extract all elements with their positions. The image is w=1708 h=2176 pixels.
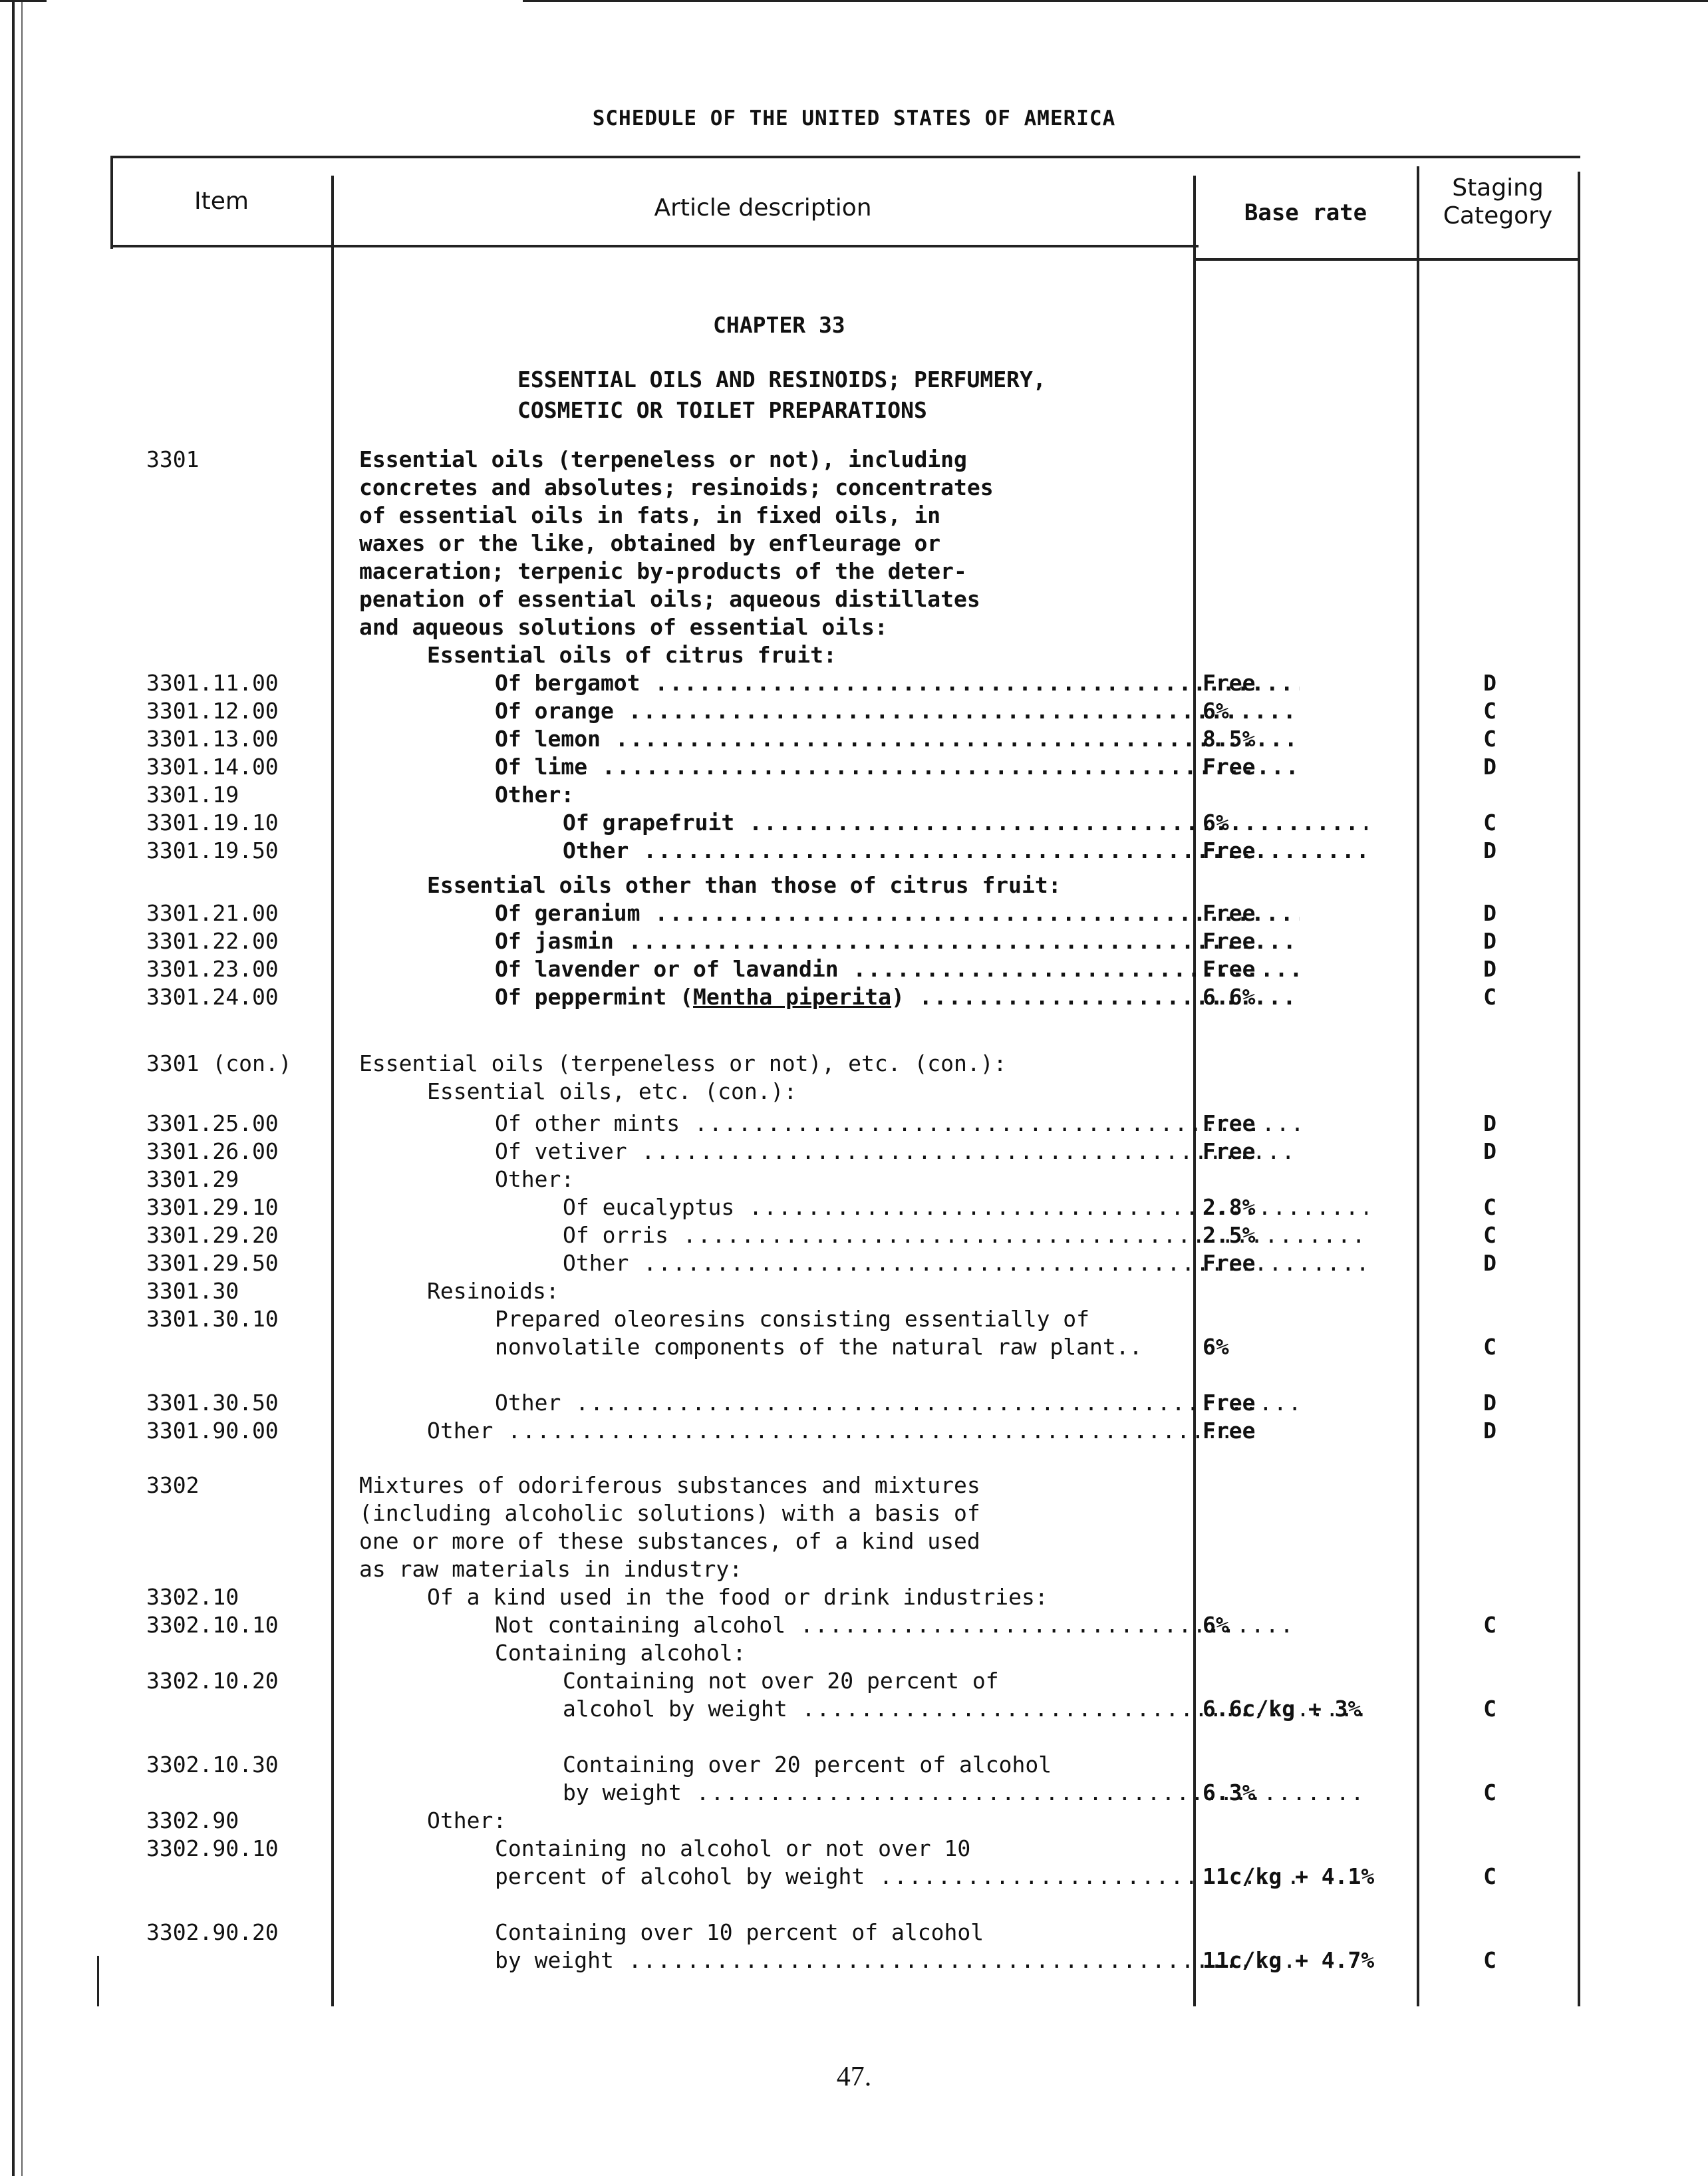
staging-category: C xyxy=(1483,726,1496,752)
item-number: 3302.10.30 xyxy=(146,1752,279,1778)
table-row xyxy=(0,1695,1708,1723)
table-row xyxy=(0,1946,1708,1974)
staging-category: D xyxy=(1483,1138,1496,1164)
base-rate: Free xyxy=(1203,1110,1256,1136)
table-row xyxy=(0,809,1708,837)
article-description: Of lavender or of lavandin ..... xyxy=(495,956,1300,982)
article-description: Not containing alcohol ..... xyxy=(495,1612,1300,1638)
article-description: Other: xyxy=(495,1166,575,1192)
table-row xyxy=(0,697,1708,725)
article-description: by weight ..... xyxy=(495,1947,1300,1973)
base-rate: 6% xyxy=(1203,1612,1229,1638)
article-description: Of lime ..... xyxy=(495,754,1300,780)
item-number: 3301.13.00 xyxy=(146,726,279,752)
article-description: Containing alcohol: xyxy=(495,1640,746,1666)
article-description: of essential oils in fats, in fixed oils, in xyxy=(359,502,941,528)
article-description: Of orange ..... xyxy=(495,698,1300,724)
article-description: concretes and absolutes; resinoids; concentrates xyxy=(359,474,994,500)
base-rate: Free xyxy=(1203,900,1256,926)
base-rate: 2.5% xyxy=(1203,1222,1256,1248)
item-number: 3301.29 xyxy=(146,1166,239,1192)
chapter-title-row-1 xyxy=(0,366,1708,394)
table-row xyxy=(0,1110,1708,1138)
base-rate: Free xyxy=(1203,754,1256,780)
item-number: 3302.90 xyxy=(146,1807,239,1833)
base-rate: 6% xyxy=(1203,810,1229,836)
table-row xyxy=(0,641,1708,669)
staging-category: C xyxy=(1483,1947,1496,1973)
article-description: Other ..... xyxy=(563,838,1367,863)
article-description: Of jasmin ..... xyxy=(495,928,1300,954)
item-number: 3302 xyxy=(146,1472,200,1498)
item-number: 3302.90.20 xyxy=(146,1919,279,1945)
table-row xyxy=(0,753,1708,781)
table-row xyxy=(0,1527,1708,1555)
staging-category: C xyxy=(1483,1863,1496,1889)
table-row xyxy=(0,1667,1708,1695)
item-number: 3301.22.00 xyxy=(146,928,279,954)
article-description: waxes or the like, obtained by enfleurage or xyxy=(359,530,941,556)
article-description: Of geranium ..... xyxy=(495,900,1300,926)
table-row xyxy=(0,1472,1708,1499)
staging-category: D xyxy=(1483,1110,1496,1136)
column-header-category xyxy=(1419,174,1576,230)
column-header-rate: Base rate xyxy=(1244,200,1367,226)
staging-category: C xyxy=(1483,1780,1496,1805)
base-rate: 8.5% xyxy=(1203,726,1256,752)
article-description: Containing over 20 percent of alcohol xyxy=(563,1752,1052,1778)
table-row xyxy=(0,446,1708,474)
table-row xyxy=(0,502,1708,530)
base-rate: 6.3% xyxy=(1203,1780,1256,1805)
base-rate: Free xyxy=(1203,1138,1256,1164)
article-description: maceration; terpenic by-products of the deter- xyxy=(359,558,967,584)
header-bottom-rule xyxy=(110,245,1199,247)
table-row xyxy=(0,1078,1708,1106)
item-number: 3302.10.20 xyxy=(146,1668,279,1694)
item-number: 3301.29.10 xyxy=(146,1194,279,1220)
item-number: 3301.30.10 xyxy=(146,1306,279,1332)
table-row xyxy=(0,1305,1708,1333)
table-row xyxy=(0,725,1708,753)
item-number: 3301.26.00 xyxy=(146,1138,279,1164)
table-row xyxy=(0,955,1708,983)
chapter-number-row xyxy=(0,311,1708,339)
table-row xyxy=(0,1277,1708,1305)
column-header-item: Item xyxy=(194,188,249,215)
table-row xyxy=(0,1138,1708,1166)
staging-category: C xyxy=(1483,698,1496,724)
item-number: 3301.21.00 xyxy=(146,900,279,926)
article-description: Essential oils other than those of citrus fruit: xyxy=(427,872,1062,898)
item-number: 3301.12.00 xyxy=(146,698,279,724)
item-number: 3301.19.50 xyxy=(146,838,279,863)
article-description: Essential oils (terpeneless or not), including xyxy=(359,446,967,472)
article-description: one or more of these substances, of a kind used xyxy=(359,1528,980,1554)
table-row xyxy=(0,871,1708,899)
staging-category: D xyxy=(1483,1418,1496,1444)
staging-category: D xyxy=(1483,900,1496,926)
table-row xyxy=(0,1919,1708,1946)
article-description: Mixtures of odoriferous substances and mixtures xyxy=(359,1472,980,1498)
staging-category: C xyxy=(1483,1612,1496,1638)
item-number: 3301.30 xyxy=(146,1278,239,1304)
article-description: Essential oils of citrus fruit: xyxy=(427,642,837,668)
article-description: Essential oils, etc. (con.): xyxy=(427,1078,797,1104)
item-number: 3301.25.00 xyxy=(146,1110,279,1136)
article-description: as raw materials in industry: xyxy=(359,1556,743,1582)
base-rate: 2.8% xyxy=(1203,1194,1256,1220)
article-description: Of other mints ..... xyxy=(495,1110,1300,1136)
base-rate: Free xyxy=(1203,670,1256,696)
item-number: 3301 (con.) xyxy=(146,1050,292,1076)
base-rate: 6% xyxy=(1203,1334,1229,1360)
item-number: 3301.29.20 xyxy=(146,1222,279,1248)
table-row xyxy=(0,1779,1708,1807)
table-row xyxy=(0,1050,1708,1078)
item-number: 3301.11.00 xyxy=(146,670,279,696)
item-number: 3301.29.50 xyxy=(146,1250,279,1276)
staging-category: D xyxy=(1483,838,1496,863)
article-description: Of a kind used in the food or drink industries: xyxy=(427,1584,1048,1610)
article-description: Prepared oleoresins consisting essentially of xyxy=(495,1306,1090,1332)
top-rule-left xyxy=(0,0,47,2)
column-header-category-line1: Staging xyxy=(1452,174,1544,202)
article-description: Of eucalyptus ..... xyxy=(563,1194,1367,1220)
staging-category: C xyxy=(1483,1334,1496,1360)
table-row xyxy=(0,1807,1708,1835)
article-description: (including alcoholic solutions) with a basis of xyxy=(359,1500,980,1526)
article-description: and aqueous solutions of essential oils: xyxy=(359,614,888,640)
item-number: 3301.19 xyxy=(146,782,239,808)
table-row xyxy=(0,530,1708,557)
article-description: Other: xyxy=(427,1807,507,1833)
article-description: Containing not over 20 percent of xyxy=(563,1668,999,1694)
article-description: Containing over 10 percent of alcohol xyxy=(495,1919,984,1945)
item-number: 3301.14.00 xyxy=(146,754,279,780)
table-row xyxy=(0,1417,1708,1445)
article-description: Of grapefruit ..... xyxy=(563,810,1367,836)
table-row xyxy=(0,781,1708,809)
top-rule xyxy=(523,0,1708,2)
table-row xyxy=(0,1221,1708,1249)
article-description: percent of alcohol by weight ..... xyxy=(495,1863,1300,1889)
base-rate: 11c/kg + 4.7% xyxy=(1203,1947,1375,1973)
table-row xyxy=(0,1249,1708,1277)
staging-category: C xyxy=(1483,984,1496,1010)
table-row xyxy=(0,1333,1708,1361)
table-row xyxy=(0,1389,1708,1417)
base-rate: Free xyxy=(1203,838,1256,863)
item-number: 3301 xyxy=(146,446,200,472)
base-rate: 11c/kg + 4.1% xyxy=(1203,1863,1375,1889)
item-number: 3301.19.10 xyxy=(146,810,279,836)
article-description: nonvolatile components of the natural raw plant.. xyxy=(495,1334,1143,1360)
table-row xyxy=(0,837,1708,865)
table-row xyxy=(0,1863,1708,1891)
table-row xyxy=(0,585,1708,613)
staging-category: D xyxy=(1483,1390,1496,1416)
table-row xyxy=(0,669,1708,697)
table-row xyxy=(0,927,1708,955)
table-top-rule xyxy=(110,156,1580,158)
staging-category: D xyxy=(1483,670,1496,696)
article-description: Containing no alcohol or not over 10 xyxy=(495,1835,971,1861)
staging-category: C xyxy=(1483,1222,1496,1248)
article-description: Essential oils (terpeneless or not), etc. (con.): xyxy=(359,1050,1007,1076)
table-row xyxy=(0,1555,1708,1583)
table-row xyxy=(0,1499,1708,1527)
article-description: Other ..... xyxy=(563,1250,1367,1276)
base-rate: Free xyxy=(1203,1390,1256,1416)
item-number: 3301.90.00 xyxy=(146,1418,279,1444)
article-description: Of orris ..... xyxy=(563,1222,1367,1248)
base-rate: Free xyxy=(1203,1250,1256,1276)
item-number: 3301.23.00 xyxy=(146,956,279,982)
item-number: 3302.90.10 xyxy=(146,1835,279,1861)
article-description: Other ..... xyxy=(427,1418,1232,1444)
staging-category: C xyxy=(1483,810,1496,836)
table-row xyxy=(0,1751,1708,1779)
table-row xyxy=(0,983,1708,1011)
table-row xyxy=(0,613,1708,641)
table-row xyxy=(0,1583,1708,1611)
staging-category: D xyxy=(1483,956,1496,982)
base-rate: Free xyxy=(1203,1418,1256,1444)
article-description: penation of essential oils; aqueous distillates xyxy=(359,586,980,612)
base-rate: Free xyxy=(1203,928,1256,954)
table-row xyxy=(0,899,1708,927)
table-row xyxy=(0,1611,1708,1639)
scientific-name: Mentha piperita xyxy=(693,984,892,1010)
header-bottom-rule-right xyxy=(1193,258,1580,261)
article-description: alcohol by weight ..... xyxy=(563,1696,1367,1722)
base-rate: 6.6% xyxy=(1203,984,1256,1010)
staging-category: C xyxy=(1483,1194,1496,1220)
item-number: 3301.30.50 xyxy=(146,1390,279,1416)
schedule-title: SCHEDULE OF THE UNITED STATES OF AMERICA xyxy=(592,106,1116,130)
article-description: Of peppermint (Mentha piperita) ..... xyxy=(495,984,1300,1010)
chapter-title-line2: COSMETIC OR TOILET PREPARATIONS xyxy=(517,397,927,423)
chapter-title-line1: ESSENTIAL OILS AND RESINOIDS; PERFUMERY, xyxy=(517,367,1046,392)
base-rate: Free xyxy=(1203,956,1256,982)
item-number: 3302.10 xyxy=(146,1584,239,1610)
table-row xyxy=(0,1166,1708,1193)
table-row xyxy=(0,474,1708,502)
chapter-title-row-2 xyxy=(0,396,1708,424)
base-rate: 6.6c/kg + 3% xyxy=(1203,1696,1361,1722)
article-description: Of bergamot ..... xyxy=(495,670,1300,696)
table-row xyxy=(0,1193,1708,1221)
article-description: Resinoids: xyxy=(427,1278,559,1304)
table-row xyxy=(0,1835,1708,1863)
staging-category: C xyxy=(1483,1696,1496,1722)
table-row xyxy=(0,557,1708,585)
article-description: Of vetiver ..... xyxy=(495,1138,1300,1164)
item-number: 3302.10.10 xyxy=(146,1612,279,1638)
table-row xyxy=(0,1639,1708,1667)
article-description: by weight ..... xyxy=(563,1780,1367,1805)
chapter-number: CHAPTER 33 xyxy=(713,312,845,338)
article-description: Of lemon ..... xyxy=(495,726,1300,752)
base-rate: 6% xyxy=(1203,698,1229,724)
page-number: 47. xyxy=(836,2062,872,2092)
article-description: Other: xyxy=(495,782,575,808)
column-header-category-line2: Category xyxy=(1443,202,1553,230)
staging-category: D xyxy=(1483,1250,1496,1276)
article-description: Other ..... xyxy=(495,1390,1300,1416)
column-header-description: Article description xyxy=(654,194,872,222)
staging-category: D xyxy=(1483,754,1496,780)
item-number: 3301.24.00 xyxy=(146,984,279,1010)
staging-category: D xyxy=(1483,928,1496,954)
